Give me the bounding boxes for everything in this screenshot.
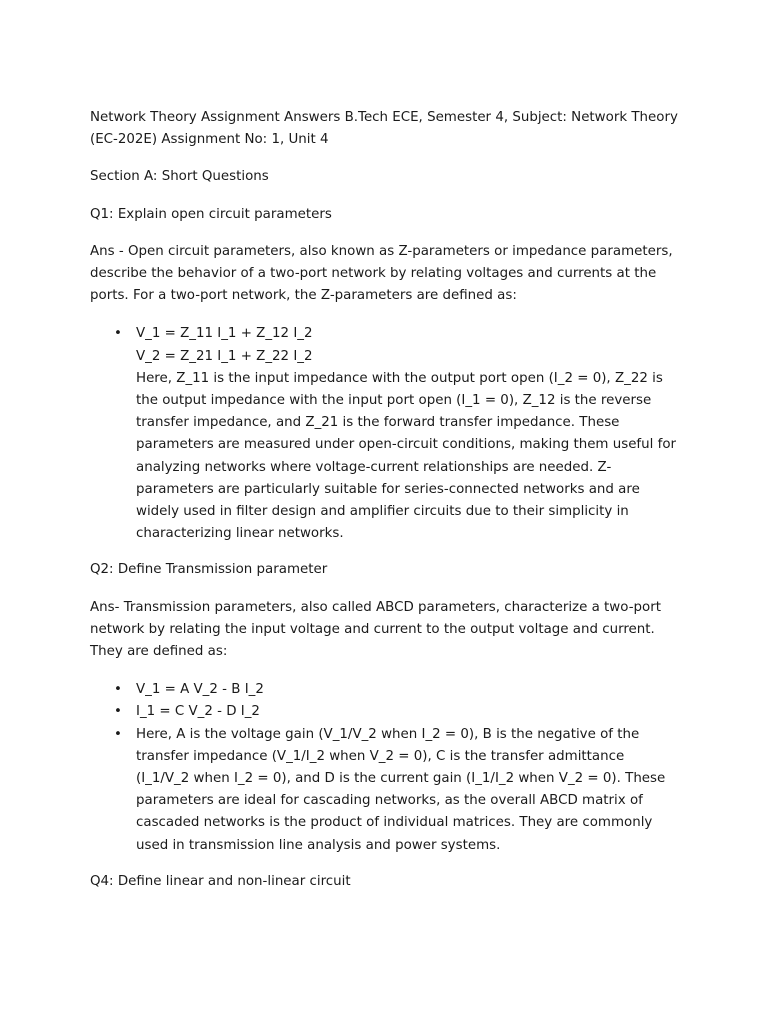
bullet-icon: • [114,326,122,342]
bullet-icon: • [114,682,122,698]
q2-bullet-list [90,679,680,857]
bullet-icon: • [114,704,122,720]
equation-v2: V_2 = Z_21 I_1 + Z_22 I_2 [136,348,313,364]
equation-v1: V_1 = Z_11 I_1 + Z_12 I_2 [136,326,313,342]
list-item [90,724,680,857]
question-q1: Q1: Explain open circuit parameters [90,206,332,222]
q1-bullet-list [90,323,680,545]
list-item [90,701,680,723]
z-parameter-explanation: Here, Z_11 is the input impedance with the output port open (I_2 = 0), Z_22 is the output impedance with the input port open (I_1 = 0), Z_12 is the reverse transfer impedance, and Z_21 is the forward transfer impedance. These parameters are measured under open-circuit conditions, making them useful for analyzing networks where voltage-current relationships are needed. Z-parameters are particularly suitable for series-connected networks and are widely used in filter design and amplifier circuits due to their simplicity in characterizing linear networks. [136,370,677,542]
bullet-icon: • [114,726,122,742]
question-q4: Q4: Define linear and non-linear circuit [90,873,351,889]
answer-q2: Ans- Transmission parameters, also called ABCD parameters, characterize a two-port network by relating the input voltage and current to the output voltage and current. They are defined as: [90,599,661,660]
document-body [90,107,680,908]
abcd-explanation: Here, A is the voltage gain (V_1/V_2 when I_2 = 0), B is the negative of the transfer impedance (V_1/I_2 when V_2 = 0), C is the transfer admittance (I_1/V_2 when I_2 = 0), and D is the current gain (I_1/I_2 when V_2 = 0). These parameters are ideal for cascading networks, as the overall ABCD matrix of cascaded networks is the product of individual matrices. They are commonly used in transmission line analysis and power systems. [136,726,666,853]
answer-q1: Ans - Open circuit parameters, also known as Z-parameters or impedance parameters, describe the behavior of a two-port network by relating voltages and currents at the ports. For a two-port network, the Z-parameters are defined as: [90,243,673,304]
section-heading: Section A: Short Questions [90,169,269,185]
list-item [90,323,680,545]
list-item [90,679,680,701]
equation-abcd-v1: V_1 = A V_2 - B I_2 [136,682,264,698]
document-title: Network Theory Assignment Answers B.Tech ECE, Semester 4, Subject: Network Theory (EC-202E) Assignment No: 1, Unit 4 [90,110,678,148]
equation-abcd-i1: I_1 = C V_2 - D I_2 [136,704,260,720]
question-q2: Q2: Define Transmission parameter [90,562,328,578]
